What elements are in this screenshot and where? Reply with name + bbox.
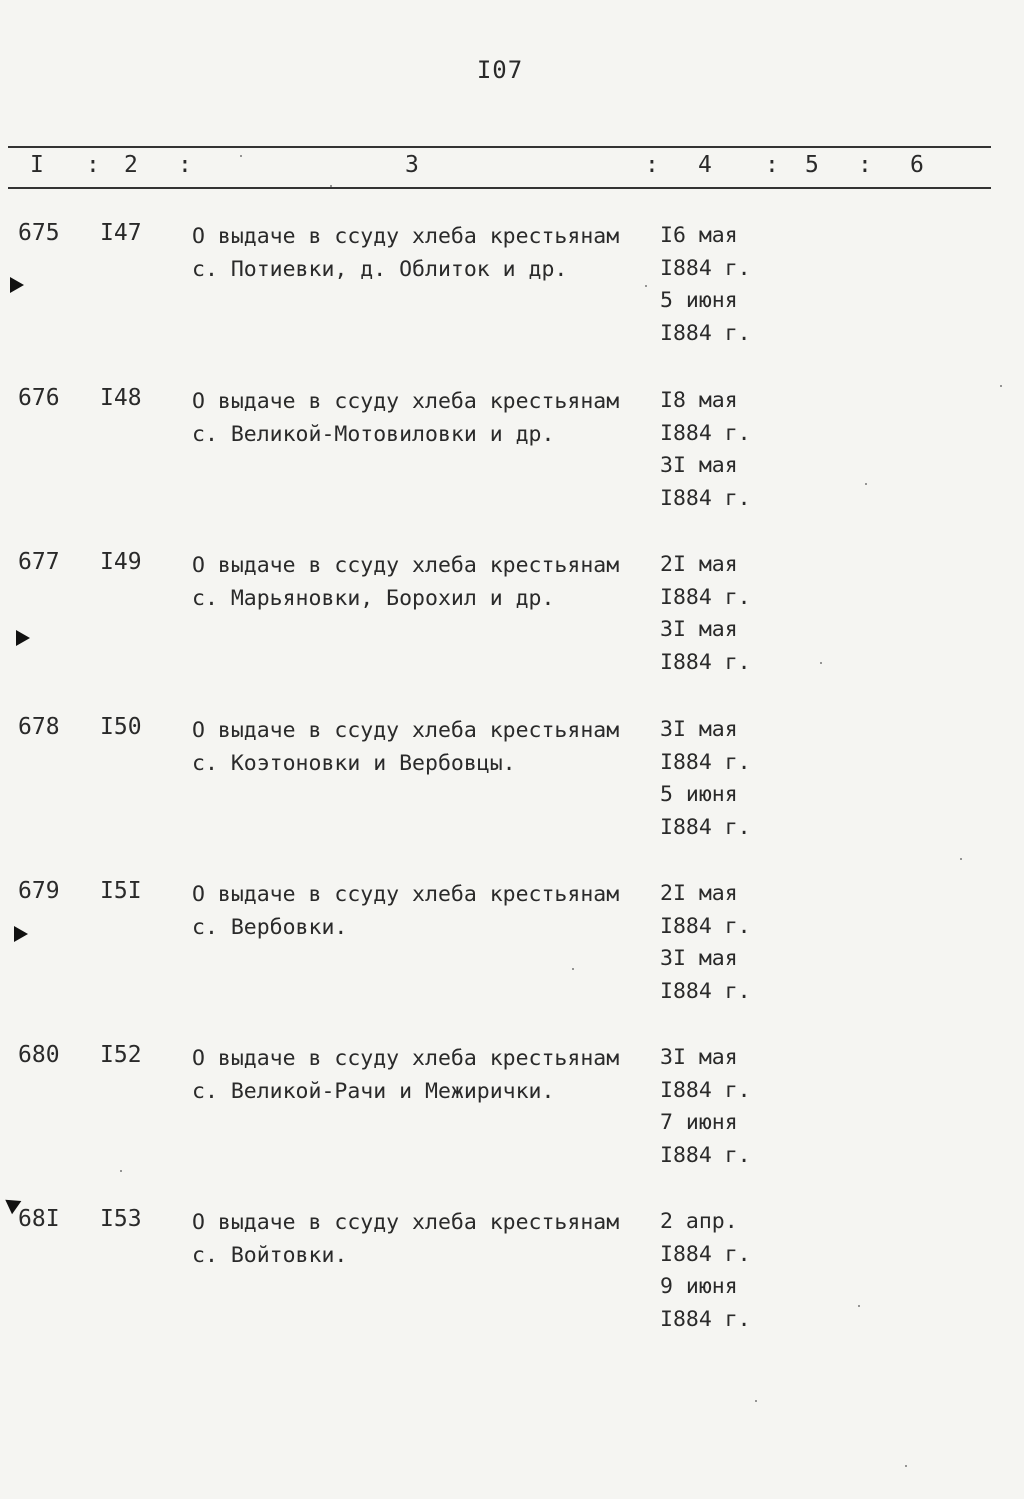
date-line: I884 г. xyxy=(660,749,751,775)
table-row xyxy=(0,714,1024,874)
date-line: I8 мая xyxy=(660,388,738,413)
scan-speck xyxy=(960,858,962,860)
scan-speck xyxy=(120,1170,122,1172)
margin-arrow-mark xyxy=(14,926,28,942)
file-title-line: с. Великой-Рачи и Межирички. xyxy=(192,1079,555,1104)
table-row xyxy=(0,220,1024,380)
date-line: I884 г. xyxy=(660,814,751,840)
page-number: I07 xyxy=(476,56,524,84)
file-dates xyxy=(660,220,751,350)
header-col-4: 4 xyxy=(698,152,712,178)
scan-speck xyxy=(858,1305,860,1307)
file-title xyxy=(192,1042,619,1108)
row-number: 678 xyxy=(18,714,60,740)
file-title-line: с. Вербовки. xyxy=(192,915,348,940)
file-title-line: О выдаче в ссуду хлеба крестьянам xyxy=(192,553,620,578)
file-title-line: О выдаче в ссуду хлеба крестьянам xyxy=(192,224,620,249)
date-line: I884 г. xyxy=(660,485,751,511)
header-col-6: 6 xyxy=(910,152,924,178)
header-col-3: 3 xyxy=(405,152,419,178)
header-col-2: 2 xyxy=(124,152,138,178)
date-line: 3I мая xyxy=(660,717,738,742)
file-number: I47 xyxy=(100,220,142,246)
row-number: 68I xyxy=(18,1206,60,1232)
date-line: 2 апр. xyxy=(660,1209,738,1234)
date-line: 3I мая xyxy=(660,617,738,642)
scan-speck xyxy=(240,155,242,157)
file-title-line: О выдаче в ссуду хлеба крестьянам xyxy=(192,882,620,907)
header-separator: : xyxy=(86,152,100,178)
file-title xyxy=(192,714,619,780)
file-title-line: О выдаче в ссуду хлеба крестьянам xyxy=(192,718,620,743)
table-row xyxy=(0,549,1024,709)
date-line: 3I мая xyxy=(660,1045,738,1070)
file-title-line: с. Потиевки, д. Облиток и др. xyxy=(192,257,568,282)
file-title-line: О выдаче в ссуду хлеба крестьянам xyxy=(192,1046,620,1071)
row-number: 676 xyxy=(18,385,60,411)
header-col-5: 5 xyxy=(805,152,819,178)
date-line: I884 г. xyxy=(660,420,751,446)
scan-speck xyxy=(820,662,822,664)
file-dates xyxy=(660,385,751,515)
file-number: I53 xyxy=(100,1206,142,1232)
scan-speck xyxy=(330,185,332,187)
header-separator: : xyxy=(178,152,192,178)
date-line: I884 г. xyxy=(660,1306,751,1332)
date-line: I884 г. xyxy=(660,1077,751,1103)
date-line: 2I мая xyxy=(660,881,738,906)
table-row xyxy=(0,878,1024,1038)
date-line: 2I мая xyxy=(660,552,738,577)
scan-speck xyxy=(1000,385,1002,387)
date-line: 3I мая xyxy=(660,946,738,971)
date-line: 9 июня xyxy=(660,1274,738,1299)
file-title-line: О выдаче в ссуду хлеба крестьянам xyxy=(192,389,620,414)
header-separator: : xyxy=(858,152,872,178)
scan-speck xyxy=(572,968,574,970)
header-col-1: I xyxy=(30,152,44,178)
date-line: I6 мая xyxy=(660,223,738,248)
row-number: 680 xyxy=(18,1042,60,1068)
file-dates xyxy=(660,878,751,1008)
date-line: I884 г. xyxy=(660,913,751,939)
file-dates xyxy=(660,1042,751,1172)
date-line: I884 г. xyxy=(660,978,751,1004)
file-title-line: с. Коэтоновки и Вербовцы. xyxy=(192,751,516,776)
file-title xyxy=(192,878,619,944)
date-line: I884 г. xyxy=(660,1241,751,1267)
margin-arrow-mark xyxy=(16,630,30,646)
date-line: 5 июня xyxy=(660,288,738,313)
file-title-line: с. Марьяновки, Борохил и др. xyxy=(192,586,555,611)
file-dates xyxy=(660,549,751,679)
file-number: I49 xyxy=(100,549,142,575)
file-number: I50 xyxy=(100,714,142,740)
file-dates xyxy=(660,1206,751,1336)
file-title-line: с. Войтовки. xyxy=(192,1243,348,1268)
date-line: I884 г. xyxy=(660,649,751,675)
date-line: 7 июня xyxy=(660,1110,738,1135)
file-dates xyxy=(660,714,751,844)
scan-speck xyxy=(645,285,647,287)
file-title xyxy=(192,385,619,451)
date-line: I884 г. xyxy=(660,1142,751,1168)
date-line: 3I мая xyxy=(660,453,738,478)
row-number: 679 xyxy=(18,878,60,904)
file-title xyxy=(192,220,619,286)
file-title-line: с. Великой-Мотовиловки и др. xyxy=(192,422,555,447)
file-number: I48 xyxy=(100,385,142,411)
header-separator: : xyxy=(645,152,659,178)
date-line: I884 г. xyxy=(660,584,751,610)
table-bottom-rule xyxy=(8,187,991,189)
table-row xyxy=(0,1206,1024,1366)
date-line: I884 г. xyxy=(660,255,751,281)
file-title-line: О выдаче в ссуду хлеба крестьянам xyxy=(192,1210,620,1235)
scan-speck xyxy=(865,483,867,485)
row-number: 677 xyxy=(18,549,60,575)
file-number: I5I xyxy=(100,878,142,904)
table-top-rule xyxy=(8,146,991,148)
margin-arrow-mark xyxy=(10,277,24,293)
scan-speck xyxy=(755,1400,757,1402)
file-title xyxy=(192,1206,619,1272)
header-separator: : xyxy=(765,152,779,178)
table-row xyxy=(0,1042,1024,1202)
file-number: I52 xyxy=(100,1042,142,1068)
row-number: 675 xyxy=(18,220,60,246)
file-title xyxy=(192,549,619,615)
date-line: I884 г. xyxy=(660,320,751,346)
scan-speck xyxy=(905,1465,907,1467)
table-row xyxy=(0,385,1024,545)
date-line: 5 июня xyxy=(660,782,738,807)
